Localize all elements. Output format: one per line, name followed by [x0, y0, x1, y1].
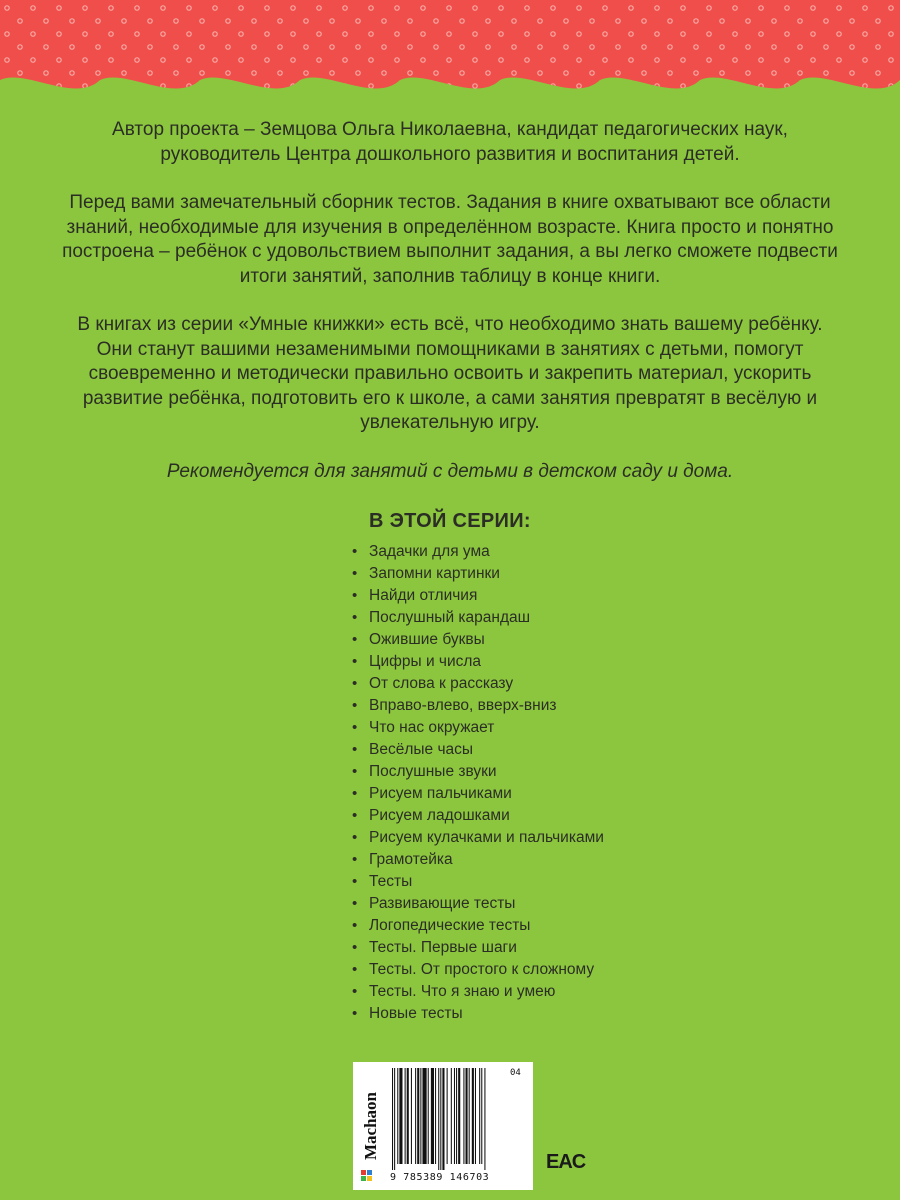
barcode-bar [456, 1068, 457, 1164]
publisher-logo-icon [360, 1168, 380, 1184]
barcode-bar [440, 1068, 441, 1170]
barcode-bar [451, 1068, 452, 1164]
barcode-bar [469, 1068, 470, 1164]
series-item: • Новые тесты [352, 1003, 712, 1025]
author-paragraph: Автор проекта – Земцова Ольга Николаевна, кандидат педагогических наук, руководитель Центра дошкольного развития и воспитания детей. [112, 119, 788, 165]
barcode-bar [447, 1068, 448, 1164]
series-item: • Послушные звуки [352, 761, 712, 783]
series-section [352, 510, 712, 1025]
barcode-bar [420, 1068, 421, 1164]
intro-text [60, 118, 840, 508]
series-item: • Задачки для ума [352, 541, 712, 563]
eac-certification-mark: EAC [546, 1151, 586, 1173]
series-list [352, 541, 712, 1025]
series-item: • Послушный карандаш [352, 607, 712, 629]
publisher-logo-text: Machaon [361, 1092, 380, 1160]
series-item: • Вправо-влево, вверх-вниз [352, 695, 712, 717]
series-item: • Ожившие буквы [352, 629, 712, 651]
barcode-bar [466, 1068, 468, 1164]
series-item: • Весёлые часы [352, 739, 712, 761]
series-item: • От слова к рассказу [352, 673, 712, 695]
barcode-bar [458, 1068, 460, 1164]
barcode-bar [463, 1068, 464, 1164]
barcode-addon: 04 [510, 1068, 521, 1078]
barcode-bar [399, 1068, 402, 1164]
series-item: • Что нас окружает [352, 717, 712, 739]
barcode-bar [438, 1068, 439, 1170]
barcode-bar [435, 1068, 436, 1164]
barcode-bar [405, 1068, 406, 1164]
series-item: • Логопедические тесты [352, 915, 712, 937]
barcode-bar [454, 1068, 455, 1164]
series-item: • Тесты. Что я знаю и умею [352, 981, 712, 1003]
series-item: • Тесты. От простого к сложному [352, 959, 712, 981]
barcode-bar [428, 1068, 429, 1164]
series-item: • Развивающие тесты [352, 893, 712, 915]
series-info-paragraph: В книгах из серии «Умные книжки» есть всё, что необходимо знать вашему ребёнку. Они станут вашими незаменимыми помощниками в занятиях с детьми, помогут своевременно и методически правильно освоить и закрепить материал, ускорить развитие ребёнка, подготовить его к школе, а сами занятия превратят в весёлую и увлекательную игру. [77, 314, 823, 433]
series-item: • Тесты. Первые шаги [352, 937, 712, 959]
series-item: • Тесты [352, 871, 712, 893]
description-paragraph: Перед вами замечательный сборник тестов. Задания в книге охватывают все области знаний, необходимые для изучения в определённом возрасте. Книга просто и понятно построена – ребёнок с удовольствием выполнит задания, а вы легко сможете подвести итоги занятий, заполнив таблицу в конце книги. [62, 192, 838, 287]
series-item: • Рисуем пальчиками [352, 783, 712, 805]
barcode-bar [397, 1068, 398, 1164]
barcode-bar [431, 1068, 434, 1164]
barcode-bar [481, 1068, 482, 1164]
barcode-bar [442, 1068, 444, 1170]
barcode-bar [484, 1068, 485, 1170]
barcode-bar [472, 1068, 474, 1164]
barcode-bar [475, 1068, 476, 1164]
series-item: • Найди отличия [352, 585, 712, 607]
barcode-bar [422, 1068, 426, 1164]
barcode-number: 9 785389 146703 [390, 1172, 490, 1183]
barcode-bar [394, 1068, 395, 1170]
series-item: • Грамотейка [352, 849, 712, 871]
series-item: • Цифры и числа [352, 651, 712, 673]
series-item: • Рисуем ладошками [352, 805, 712, 827]
decorative-top-band [0, 0, 900, 110]
barcode-bar [411, 1068, 412, 1164]
series-title: В ЭТОЙ СЕРИИ: [369, 510, 531, 532]
series-item: • Рисуем кулачками и пальчиками [352, 827, 712, 849]
barcode-bar [479, 1068, 480, 1164]
barcode-bar [407, 1068, 409, 1164]
barcode-bar [417, 1068, 419, 1164]
barcode-bar [392, 1068, 393, 1170]
barcode-bar [415, 1068, 416, 1164]
series-item: • Запомни картинки [352, 563, 712, 585]
barcode-bars [390, 1068, 526, 1170]
recommendation-paragraph: Рекомендуется для занятий с детьми в детском саду и дома. [166, 460, 734, 482]
